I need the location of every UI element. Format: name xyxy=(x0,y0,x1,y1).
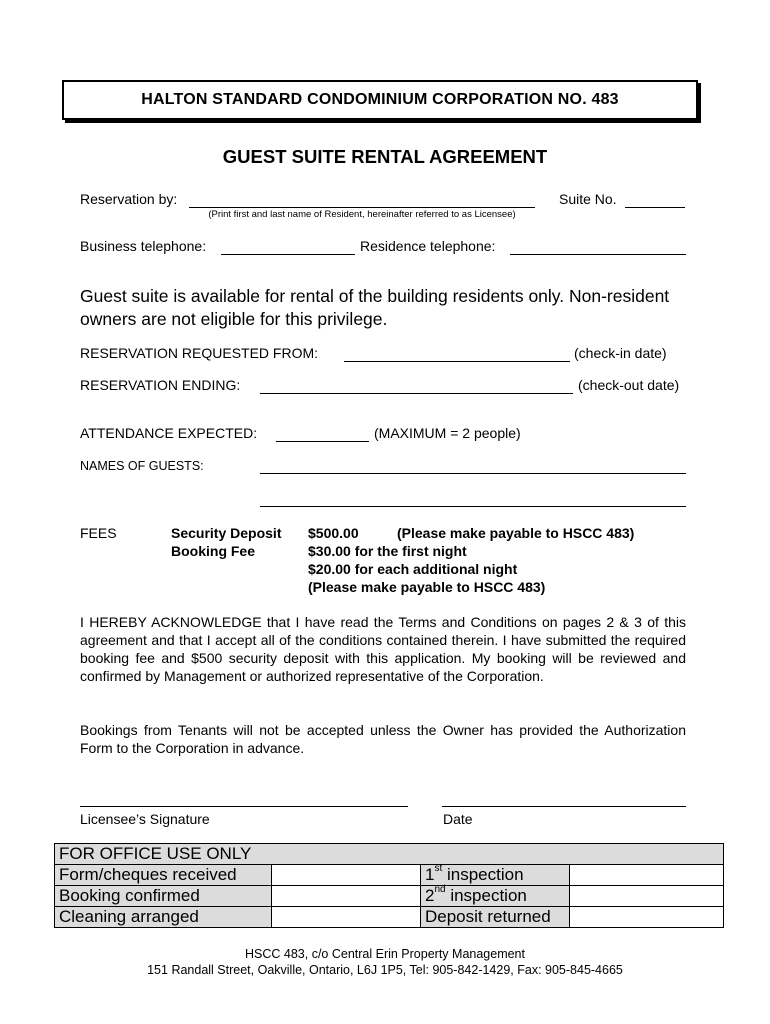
acknowledgement-paragraph: I HEREBY ACKNOWLEDGE that I have read the Terms and Conditions on pages 2 & 3 of this agreement and that I accept all of the conditions contained therein. I have submitted the required booking fee and $500 security deposit with this application. My booking will be reviewed and confirmed by Management or authorized representative of the Corporation. xyxy=(80,614,686,684)
security-deposit-amount: $500.00 xyxy=(308,525,359,541)
guest-name-field-2[interactable] xyxy=(260,492,686,507)
security-deposit-label: Security Deposit xyxy=(171,525,282,541)
office-row-label: Form/cheques received xyxy=(55,865,272,886)
residence-telephone-label: Residence telephone: xyxy=(360,238,496,254)
fees-label: FEES xyxy=(80,525,117,541)
corporation-name: HALTON STANDARD CONDOMINIUM CORPORATION NO. 483 xyxy=(141,91,619,108)
licensee-signature-label: Licensee’s Signature xyxy=(80,811,210,827)
signature-date-label: Date xyxy=(443,811,473,827)
reservation-by-label: Reservation by: xyxy=(80,191,178,207)
check-in-date-field[interactable] xyxy=(344,347,570,362)
booking-fee-label: Booking Fee xyxy=(171,543,256,559)
footer-line-2: 151 Randall Street, Oakville, Ontario, L6J 1P5, Tel: 905-842-1429, Fax: 905-845-4665 xyxy=(147,963,623,977)
office-entry-cell[interactable] xyxy=(272,907,421,928)
office-use-heading-row xyxy=(55,844,724,865)
corporation-header xyxy=(62,80,698,120)
booking-fee-additional-night: $20.00 for each additional night xyxy=(308,561,518,577)
reservation-ending-label: RESERVATION ENDING: xyxy=(80,377,241,393)
footer-line-1: HSCC 483, c/o Central Erin Property Management xyxy=(245,947,525,961)
business-telephone-field[interactable] xyxy=(221,240,355,255)
reservation-hint: (Print first and last name of Resident, hereinafter referred to as Licensee) xyxy=(208,209,516,220)
table-row xyxy=(55,886,724,907)
check-out-suffix: (check-out date) xyxy=(578,377,680,393)
office-row-label: 2nd inspection xyxy=(421,886,570,907)
booking-fee-payable-note: (Please make payable to HSCC 483) xyxy=(308,579,546,595)
office-entry-cell[interactable] xyxy=(570,907,724,928)
office-entry-cell[interactable] xyxy=(272,865,421,886)
attendance-label: ATTENDANCE EXPECTED: xyxy=(80,425,258,441)
check-out-date-field[interactable] xyxy=(260,379,573,394)
office-use-heading: FOR OFFICE USE ONLY xyxy=(55,844,724,865)
tenants-note-paragraph: Bookings from Tenants will not be accepted unless the Owner has provided the Authorization Form to the Corporation in advance. xyxy=(80,722,686,756)
office-row-label: 1st inspection xyxy=(421,865,570,886)
suite-no-label: Suite No. xyxy=(559,191,617,207)
attendance-max-note: (MAXIMUM = 2 people) xyxy=(374,425,521,441)
office-entry-cell[interactable] xyxy=(570,865,724,886)
availability-note: Guest suite is available for rental of the building residents only. Non-resident owners are not eligible for this privilege. xyxy=(80,286,670,329)
table-row xyxy=(55,865,724,886)
names-of-guests-label: NAMES OF GUESTS: xyxy=(80,459,204,473)
licensee-signature-field[interactable] xyxy=(80,806,408,807)
office-use-table xyxy=(54,843,724,928)
business-telephone-label: Business telephone: xyxy=(80,238,207,254)
reservation-name-field[interactable] xyxy=(189,193,535,208)
check-in-suffix: (check-in date) xyxy=(574,345,667,361)
reservation-from-label: RESERVATION REQUESTED FROM: xyxy=(80,345,319,361)
guest-name-field-1[interactable] xyxy=(260,459,686,474)
document-title: GUEST SUITE RENTAL AGREEMENT xyxy=(222,146,548,167)
security-deposit-note: (Please make payable to HSCC 483) xyxy=(397,525,635,541)
office-entry-cell[interactable] xyxy=(272,886,421,907)
signature-date-field[interactable] xyxy=(442,806,686,807)
office-entry-cell[interactable] xyxy=(570,886,724,907)
residence-telephone-field[interactable] xyxy=(510,240,686,255)
attendance-field[interactable] xyxy=(276,427,369,442)
booking-fee-first-night: $30.00 for the first night xyxy=(308,543,467,559)
suite-no-field[interactable] xyxy=(625,193,685,208)
office-row-label: Booking confirmed xyxy=(55,886,272,907)
office-row-label: Cleaning arranged xyxy=(55,907,272,928)
table-row xyxy=(55,907,724,928)
office-row-label: Deposit returned xyxy=(421,907,570,928)
